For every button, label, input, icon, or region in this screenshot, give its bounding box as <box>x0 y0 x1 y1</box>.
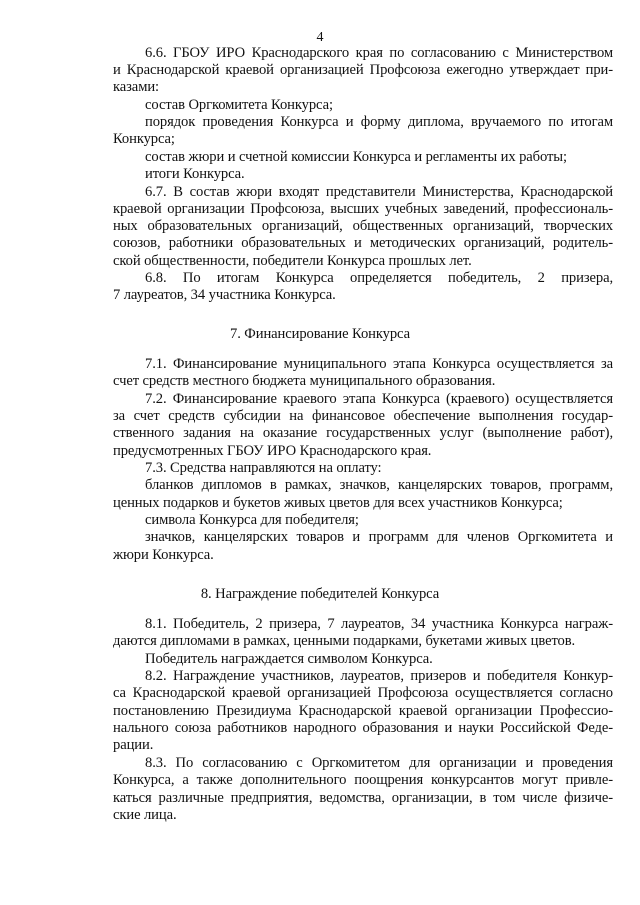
text-line: са Краснодарской краевой организацией Профсоюза осуществляется согласно <box>113 685 613 701</box>
text-line: ские лица. <box>113 807 177 823</box>
text-line: союзов, работники образовательных и методических организаций, родитель- <box>113 235 613 251</box>
text-line: счет средств местного бюджета муниципального образования. <box>113 373 496 389</box>
text-line: символа Конкурса для победителя; <box>145 512 359 528</box>
text-line: каться различные предприятия, ведомства, организации, в том числе физиче- <box>113 790 613 806</box>
text-line: за счет средств субсидии на финансовое обеспечение выполнения государ- <box>113 408 613 424</box>
text-line: Конкурса, а также дополнительного поощрения конкурсантов могут привле- <box>113 772 613 788</box>
text-line: 7.2. Финансирование краевого этапа Конкурса (краевого) осуществляется <box>145 391 613 407</box>
text-line: ской общественности, победители Конкурса прошлых лет. <box>113 253 472 269</box>
text-line: нального союза работников народного образования и науки Российской Феде- <box>113 720 613 736</box>
section-heading: 8. Награждение победителей Конкурса <box>200 586 440 602</box>
text-line: 8.2. Награждение участников, лауреатов, призеров и победителя Конкур- <box>145 668 613 684</box>
text-line: порядок проведения Конкурса и форму диплома, вручаемого по итогам <box>145 114 613 130</box>
text-line: 6.6. ГБОУ ИРО Краснодарского края по согласованию с Министерством <box>145 45 613 61</box>
text-line: рации. <box>113 737 154 753</box>
text-line: 6.8. По итогам Конкурса определяется победитель, 2 призера, <box>145 270 613 286</box>
text-line: даются дипломами в рамках, ценными подарками, букетами живых цветов. <box>113 633 576 649</box>
text-line: 6.7. В состав жюри входят представители Министерства, Краснодарской <box>145 184 613 200</box>
text-line: предусмотренных ГБОУ ИРО Краснодарского края. <box>113 443 432 459</box>
text-line: ственного задания на оказание государственных услуг (выполнение работ), <box>113 425 613 441</box>
text-line: ных образовательных организаций, общественных организаций, творческих <box>113 218 613 234</box>
text-line: краевой организации Профсоюза, высших учебных заведений, профессиональ- <box>113 201 613 217</box>
text-line: бланков дипломов в рамках, значков, канцелярских товаров, программ, <box>145 477 613 493</box>
text-line: и Краснодарской краевой организацией Профсоюза ежегодно утверждает при- <box>113 62 613 78</box>
text-line: 8.1. Победитель, 2 призера, 7 лауреатов, 34 участника Конкурса награж- <box>145 616 613 632</box>
text-line: итоги Конкурса. <box>145 166 245 182</box>
section-heading: 7. Финансирование Конкурса <box>230 326 410 342</box>
text-line: постановлению Президиума Краснодарской краевой организации Профессио- <box>113 703 613 719</box>
text-line: жюри Конкурса. <box>113 547 214 563</box>
text-line: 7 лауреатов, 34 участника Конкурса. <box>113 287 336 303</box>
text-line: 7.3. Средства направляются на оплату: <box>145 460 382 476</box>
text-line: состав Оргкомитета Конкурса; <box>145 97 333 113</box>
text-line: состав жюри и счетной комиссии Конкурса и регламенты их работы; <box>145 149 567 165</box>
text-line: Победитель награждается символом Конкурса. <box>145 651 433 667</box>
text-line: ценных подарков и букетов живых цветов для всех участников Конкурса; <box>113 495 563 511</box>
text-line: значков, канцелярских товаров и программ для членов Оргкомитета и <box>145 529 613 545</box>
text-line: 7.1. Финансирование муниципального этапа Конкурса осуществляется за <box>145 356 613 372</box>
text-line: 8.3. По согласованию с Оргкомитетом для организации и проведения <box>145 755 613 771</box>
page-number: 4 <box>316 30 324 45</box>
text-line: казами: <box>113 79 159 95</box>
text-line: Конкурса; <box>113 131 175 147</box>
